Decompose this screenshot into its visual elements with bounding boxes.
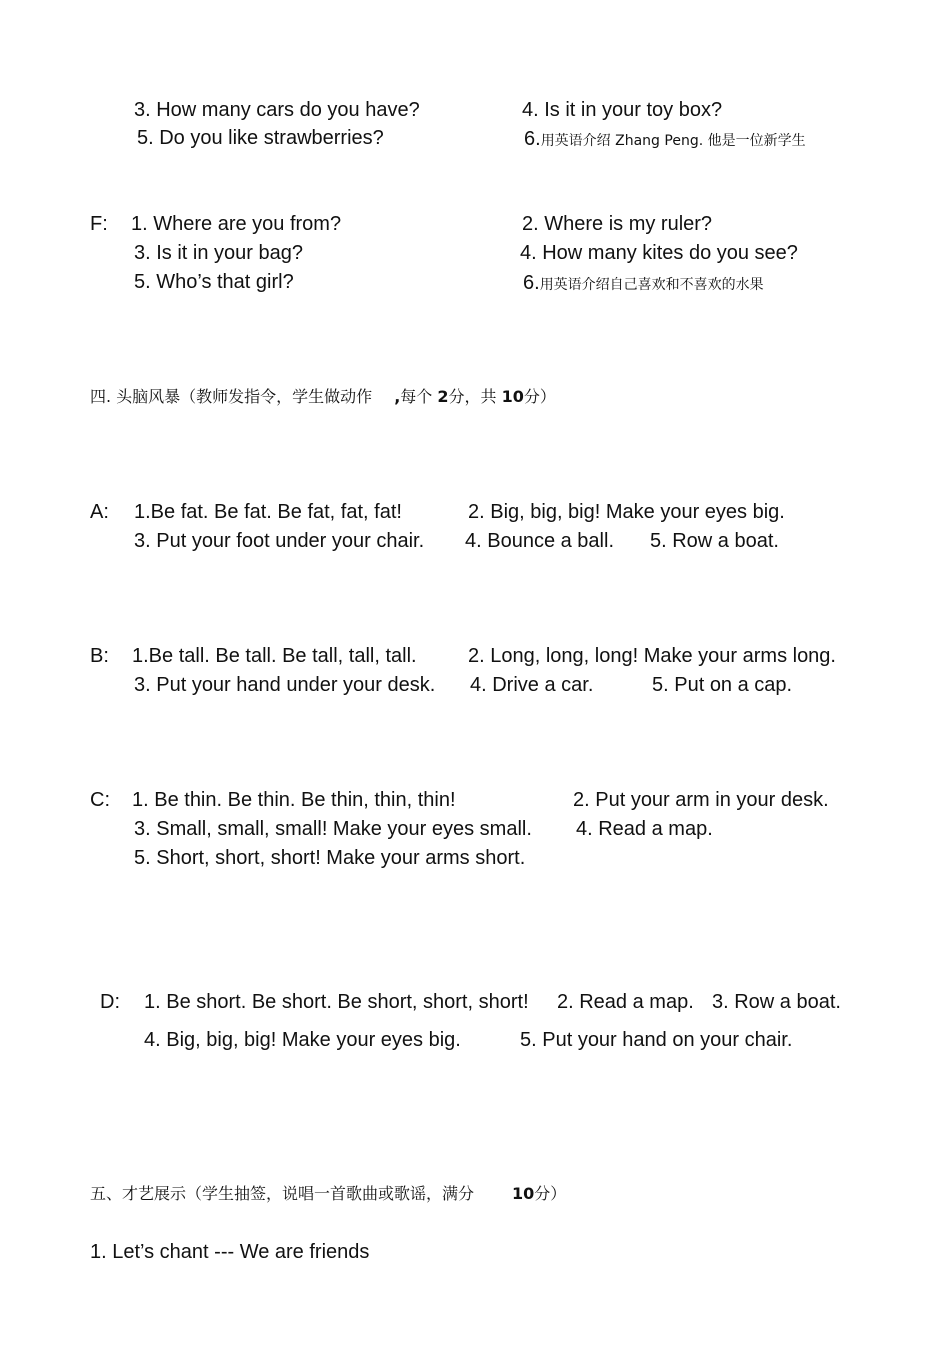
question-e3: 3. How many cars do you have? xyxy=(134,99,420,121)
group-b-item-5: 5. Put on a cap. xyxy=(652,674,793,696)
group-d-item-3: 3. Row a boat. xyxy=(712,991,841,1013)
section-4-heading xyxy=(90,389,556,405)
group-a-item-5: 5. Row a boat. xyxy=(650,530,779,552)
question-e6-text: 用英语介绍 Zhang Peng. 他是一位新学生 xyxy=(540,133,806,149)
group-b-item-3: 3. Put your hand under your desk. xyxy=(134,674,436,696)
question-e4: 4. Is it in your toy box? xyxy=(522,99,723,121)
group-c-item-4: 4. Read a map. xyxy=(576,818,713,840)
group-b-item-2: 2. Long, long, long! Make your arms long. xyxy=(468,645,836,667)
question-f3: 3. Is it in your bag? xyxy=(134,242,303,264)
question-f6 xyxy=(523,273,764,293)
section-4-points-total: 10 xyxy=(501,387,524,406)
section-5-heading-end: 分） xyxy=(534,1184,567,1203)
section-4-heading-text: 四. 头脑风暴（教师发指令，学生做动作 xyxy=(90,387,373,406)
group-a-item-4: 4. Bounce a ball. xyxy=(465,530,614,552)
section-4-heading-total: 分，共 xyxy=(448,387,497,406)
question-f2: 2. Where is my ruler? xyxy=(522,213,713,235)
group-c-label: C: xyxy=(90,789,110,811)
section-4-points-each: 2 xyxy=(437,387,449,406)
group-d-item-5: 5. Put your hand on your chair. xyxy=(520,1029,793,1051)
group-b-item-1: 1.Be tall. Be tall. Be tall, tall, tall. xyxy=(132,645,417,667)
section-5-item-1: 1. Let’s chant --- We are friends xyxy=(90,1241,370,1263)
section-4-heading-comma: , xyxy=(394,387,401,406)
question-e6 xyxy=(524,129,806,149)
question-f4: 4. How many kites do you see? xyxy=(520,242,798,264)
question-f1: 1. Where are you from? xyxy=(131,213,342,235)
group-a-item-1: 1.Be fat. Be fat. Be fat, fat, fat! xyxy=(134,501,402,523)
question-f5: 5. Who’s that girl? xyxy=(134,271,294,293)
section-5-heading-text: 五、才艺展示（学生抽签，说唱一首歌曲或歌谣，满分 xyxy=(90,1184,475,1203)
group-a-item-3: 3. Put your foot under your chair. xyxy=(134,530,425,552)
group-a-item-2: 2. Big, big, big! Make your eyes big. xyxy=(468,501,785,523)
question-f6-text: 用英语介绍自己喜欢和不喜欢的水果 xyxy=(539,277,764,293)
group-d-item-1: 1. Be short. Be short. Be short, short, short! xyxy=(144,991,529,1013)
group-c-item-1: 1. Be thin. Be thin. Be thin, thin, thin! xyxy=(132,789,456,811)
question-e6-number: 6. xyxy=(524,128,541,150)
group-d-item-2: 2. Read a map. xyxy=(557,991,694,1013)
section-5-points: 10 xyxy=(512,1184,535,1203)
section-5-heading xyxy=(90,1186,566,1202)
section-4-heading-end: 分） xyxy=(523,387,556,406)
section-f-label: F: xyxy=(90,213,108,235)
group-d-label: D: xyxy=(100,991,120,1013)
group-d-item-4: 4. Big, big, big! Make your eyes big. xyxy=(144,1029,461,1051)
group-a-label: A: xyxy=(90,501,109,523)
section-4-heading-each: 每个 xyxy=(400,387,433,406)
group-b-label: B: xyxy=(90,645,109,667)
question-e5: 5. Do you like strawberries? xyxy=(137,127,384,149)
group-c-item-5: 5. Short, short, short! Make your arms short. xyxy=(134,847,526,869)
group-c-item-3: 3. Small, small, small! Make your eyes small. xyxy=(134,818,532,840)
group-c-item-2: 2. Put your arm in your desk. xyxy=(573,789,829,811)
question-f6-number: 6. xyxy=(523,272,540,294)
group-b-item-4: 4. Drive a car. xyxy=(470,674,594,696)
